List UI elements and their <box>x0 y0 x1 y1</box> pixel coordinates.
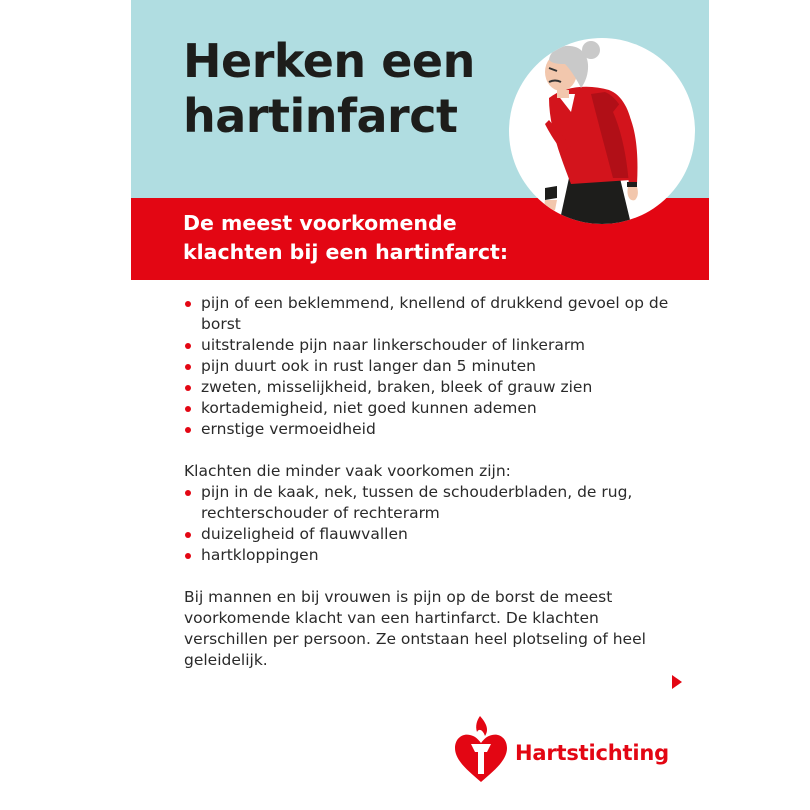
list-item: pijn duurt ook in rust langer dan 5 minuten <box>184 356 684 377</box>
less-common-symptoms-list <box>184 482 684 566</box>
list-item: hartkloppingen <box>184 545 684 566</box>
subtitle-line-1: De meest voorkomende <box>183 211 457 235</box>
symptoms-content <box>184 293 684 671</box>
page-title <box>183 34 475 144</box>
list-item: ernstige vermoeidheid <box>184 419 684 440</box>
list-item: kortademigheid, niet goed kunnen ademen <box>184 398 684 419</box>
triangle-right-icon[interactable] <box>672 675 682 689</box>
hartstichting-logo <box>453 714 683 786</box>
subtitle-line-2: klachten bij een hartinfarct: <box>183 240 509 264</box>
older-woman-chest-pain-icon <box>509 38 695 224</box>
heart-torch-icon <box>453 714 509 786</box>
common-symptoms-list <box>184 293 684 440</box>
closing-paragraph: Bij mannen en bij vrouwen is pijn op de borst de meest voorkomende klacht van een hartinfarct. De klachten verschillen per persoon. Ze ontstaan heel plotseling of heel geleidelijk. <box>184 588 646 669</box>
list-item: duizeligheid of flauwvallen <box>184 524 684 545</box>
logo-text: Hartstichting <box>515 741 669 765</box>
title-line-1: Herken een <box>183 34 475 88</box>
infographic-card <box>131 0 709 810</box>
subtitle <box>183 209 508 267</box>
list-item: pijn in de kaak, nek, tussen de schouderbladen, de rug, rechterschouder of rechterarm <box>184 482 684 524</box>
list-item: uitstralende pijn naar linkerschouder of linkerarm <box>184 335 684 356</box>
less-common-intro: Klachten die minder vaak voorkomen zijn: <box>184 462 511 480</box>
list-item: zweten, misselijkheid, braken, bleek of grauw zien <box>184 377 684 398</box>
list-item: pijn of een beklemmend, knellend of drukkend gevoel op de borst <box>184 293 684 335</box>
title-line-2: hartinfarct <box>183 89 458 143</box>
